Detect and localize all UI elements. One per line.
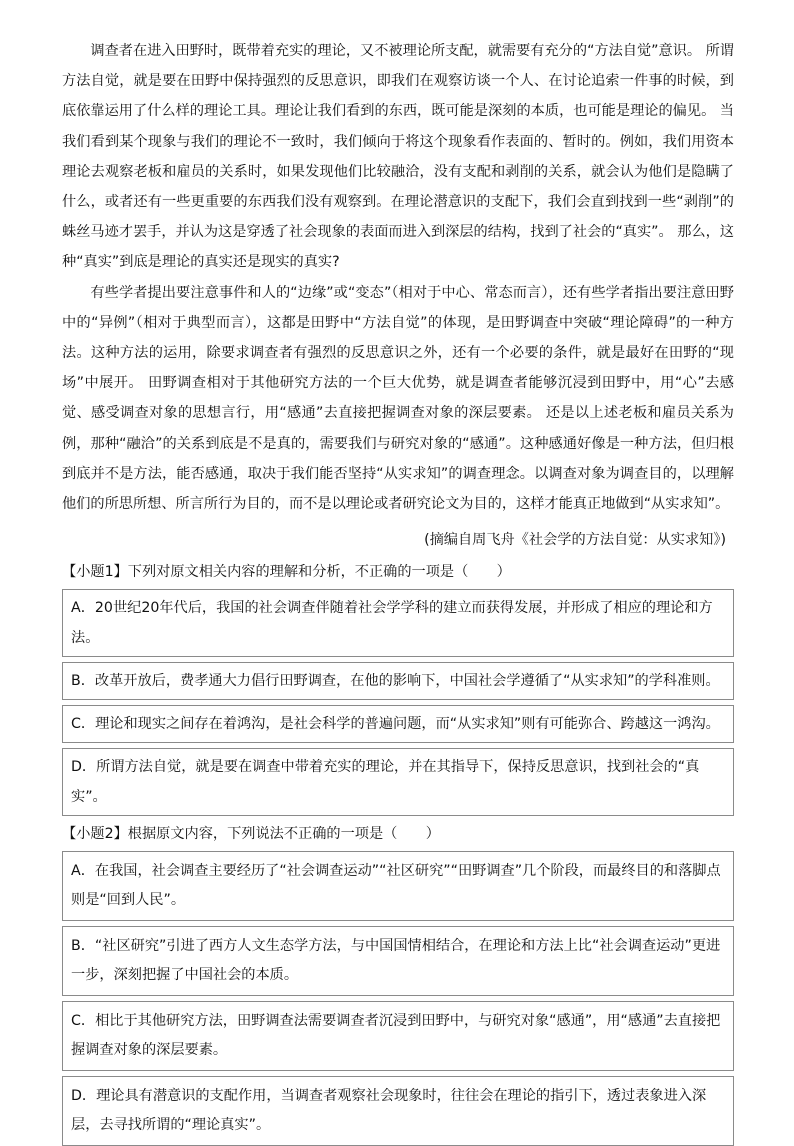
question-1-option-c[interactable]: C．理论和现实之间存在着鸿沟，是社会科学的普遍问题，而“从实求知”则有可能弥合、跨越这一鸿沟。 bbox=[62, 705, 734, 743]
question-1-option-b[interactable]: B．改革开放后，费孝通大力倡行田野调查，在他的影响下，中国社会学遵循了“从实求知”的学科准则。 bbox=[62, 662, 734, 700]
question-1-option-d[interactable]: D．所谓方法自觉，就是要在调查中带着充实的理论，并在其指导下，保持反思意识，找到社会的“真实”。 bbox=[62, 748, 734, 816]
question-2-options bbox=[62, 851, 734, 1146]
question-1-stem: 【小题1】下列对原文相关内容的理解和分析，不正确的一项是（ ） bbox=[62, 564, 511, 581]
article-source: (摘编自周飞舟《社会学的方法自觉：从实求知》) bbox=[424, 532, 726, 549]
question-2-option-b[interactable]: B．“社区研究”引进了西方人文生态学方法，与中国国情相结合，在理论和方法上比“社会调查运动”更进一步，深刻把握了中国社会的本质。 bbox=[62, 926, 734, 996]
article-paragraph-2: 有些学者提出要注意事件和人的“边缘”或“变态”（相对于中心、常态而言），还有些学者指出要注意田野中的“异例”（相对于典型而言），这都是田野中“方法自觉”的体现，是田野调查中突破“理论障碍”的一种方法。这种方法的运用，除要求调查者有强烈的反思意识之外，还有一个必要的条件，就是最好在田野的“现场”中展开。 田野调查相对于其他研究方法的一个巨大优势，就是调查者能够沉浸到田野中，用“心”去感觉、感受调查对象的思想言行，用“感通”去直接把握调查对象的深层要素。 还是以上述老板和雇员关系为例，那种“融洽”的关系到底是不是真的，需要我们与研究对象的“感通”。这种感通好像是一种方法，但归根到底并不是方法，能否感通，取决于我们能否坚持“从实求知”的调查理念。以调查对象为调查目的，以理解他们的所思所想、所言所行为目的，而不是以理论或者研究论文为目的，这样才能真正地做到“从实求知”。 bbox=[62, 284, 734, 513]
question-2-option-d[interactable]: D．理论具有潜意识的支配作用，当调查者观察社会现象时，往往会在理论的指引下，透过表象进入深层，去寻找所谓的“理论真实”。 bbox=[62, 1076, 734, 1146]
question-2-stem: 【小题2】根据原文内容，下列说法不正确的一项是（ ） bbox=[62, 826, 440, 843]
question-2-option-c[interactable]: C．相比于其他研究方法，田野调查法需要调查者沉浸到田野中，与研究对象“感通”，用“感通”去直接把握调查对象的深层要素。 bbox=[62, 1001, 734, 1071]
question-2-option-a[interactable]: A．在我国，社会调查主要经历了“社会调查运动”“社区研究”“田野调查”几个阶段，而最终目的和落脚点则是“回到人民”。 bbox=[62, 851, 734, 921]
question-1-options bbox=[62, 589, 734, 816]
question-1-option-a[interactable]: A．20世纪20年代后，我国的社会调查伴随着社会学学科的建立而获得发展，并形成了相应的理论和方法。 bbox=[62, 589, 734, 657]
article-paragraph-1: 调查者在进入田野时，既带着充实的理论，又不被理论所支配，就需要有充分的“方法自觉”意识。 所谓方法自觉，就是要在田野中保持强烈的反思意识，即我们在观察访谈一个人、在讨论追索一件事的时候，到底依靠运用了什么样的理论工具。理论让我们看到的东西，既可能是深刻的本质，也可能是理论的偏见。 当我们看到某个现象与我们的理论不一致时，我们倾向于将这个现象看作表面的、暂时的。例如，我们用资本理论去观察老板和雇员的关系时，如果发现他们比较融洽，没有支配和剥削的关系，就会认为他们是隐瞒了什么，或者还有一些更重要的东西我们没有观察到。在理论潜意识的支配下，我们会直到找到一些“剥削”的蛛丝马迹才罢手，并认为这是穿透了社会现象的表面而进入到深层的结构，找到了社会的“真实”。 那么，这种“真实”到底是理论的真实还是现实的真实? bbox=[62, 43, 734, 271]
